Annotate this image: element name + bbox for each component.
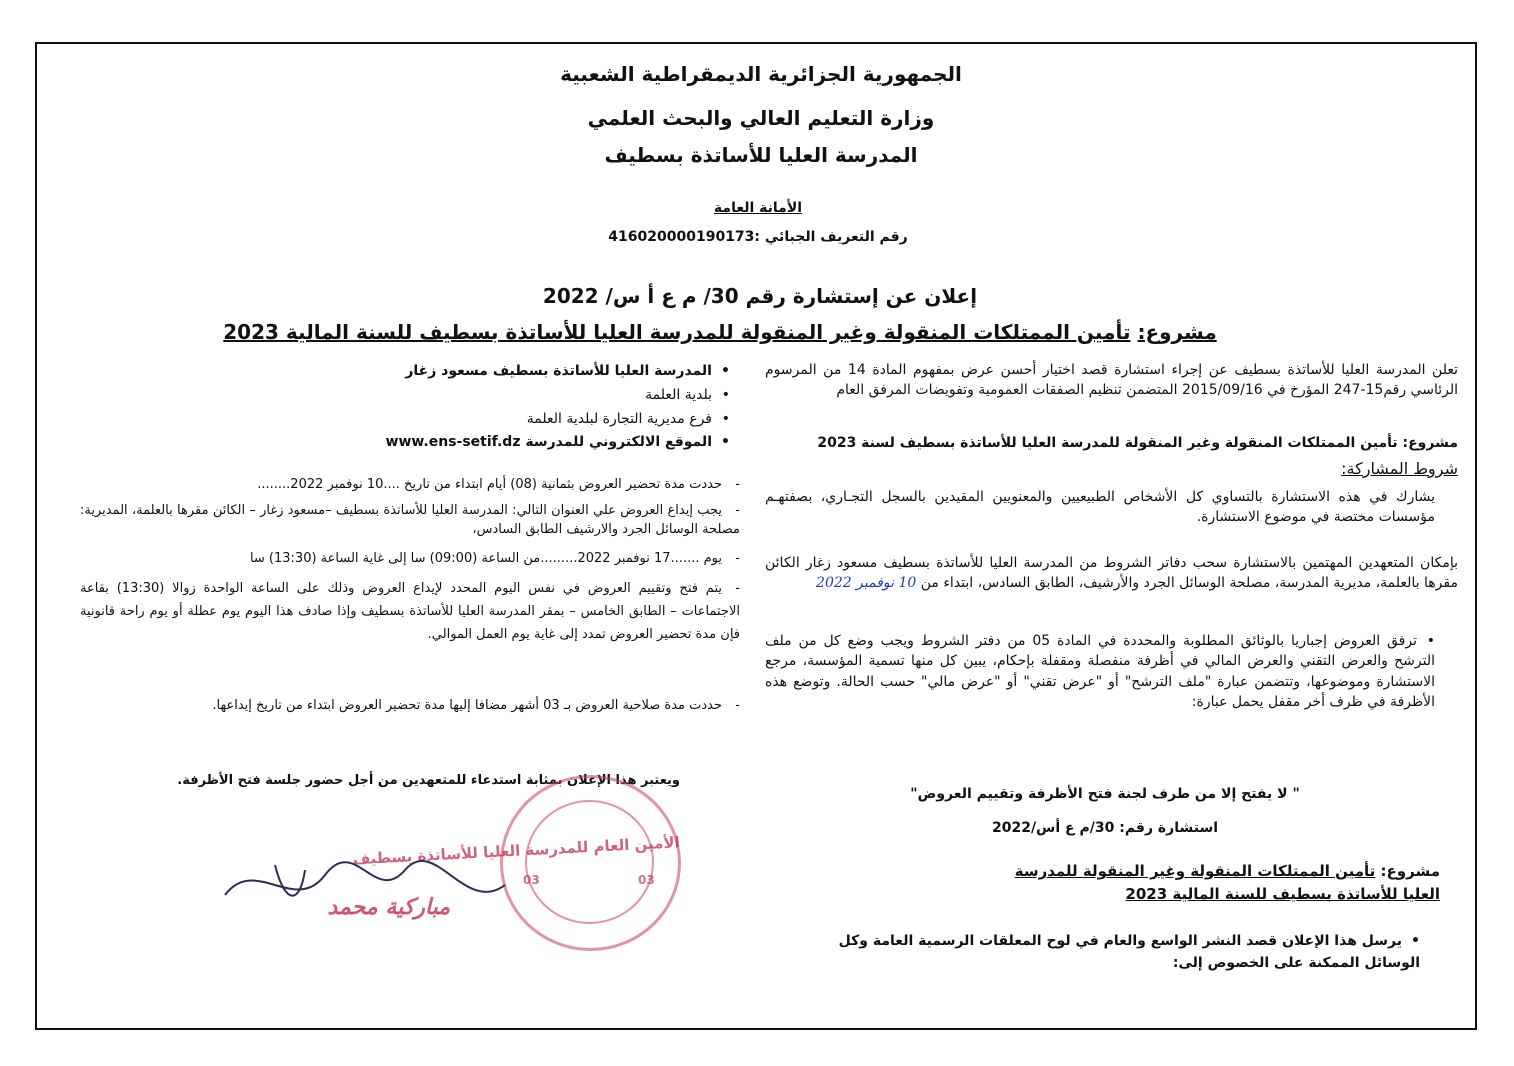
conditions-paragraph: يشارك في هذه الاستشارة بالتساوي كل الأشخاص الطبيعيين والمعنويين المقيدين بالسجل التجـاري، بصفتهـم مؤسسات مختصة في موضوع الاستشارة. xyxy=(765,489,1435,526)
project-title-text: تأمين الممتلكات المنقولة وغير المنقولة للمدرسة العليا للأساتذة بسطيف للسنة المالية 2023 xyxy=(223,320,1131,344)
deadline-paragraph xyxy=(80,476,740,495)
opening-paragraph xyxy=(80,578,740,646)
recipient-item: • المدرسة العليا للأساتذة بسطيف مسعود زغار xyxy=(330,360,730,384)
stamp-number-right: 03 xyxy=(638,873,655,887)
announcement-title: إعلان عن إستشارة رقم 30/ م ع أ س/ 2022 xyxy=(542,284,978,308)
header-tax-id: رقم التعريف الجبائي :416020000190173 xyxy=(608,229,908,245)
recipient-item: • بلدية العلمة xyxy=(330,384,730,408)
signature-scribble xyxy=(205,835,565,945)
deposit-paragraph xyxy=(80,502,740,540)
header-republic: الجمهورية الجزائرية الديمقراطية الشعبية xyxy=(560,62,962,86)
header-ministry: وزارة التعليم العالي والبحث العلمي xyxy=(587,106,935,130)
final-note: ويعتبر هذا الإعلان بمثابة استدعاء للمتعهدين من أجل حضور جلسة فتح الأظرفة. xyxy=(177,773,680,788)
withdraw-text: بإمكان المتعهدين المهتمين بالاستشارة سحب دفاتر الشروط من المدرسة العليا للأساتذة بسطيف مسعود زغار الكائن مقرها بالعلمة، مديرية المدرسة، مصلحة الوسائل الجرد والأرشيف، الطابق السادس، ابتداء من xyxy=(765,555,1458,592)
withdraw-date: 10 نوفمبر 2022 xyxy=(816,575,917,592)
withdraw-paragraph xyxy=(765,553,1458,594)
signature-name: مباركية محمد xyxy=(327,895,450,920)
publish-bullet xyxy=(800,930,1420,975)
consultation-ref: استشارة رقم: 30/م ع أس/2022 xyxy=(991,820,1219,836)
right-project-line: مشروع: تأمين الممتلكات المنقولة وغير المنقولة للمدرسة العليا للأساتذة بسطيف لسنة 2023 xyxy=(817,435,1458,451)
recipients-list xyxy=(330,360,730,455)
conditions-title-text: شروط المشاركة: xyxy=(1341,459,1458,478)
project-title xyxy=(160,320,1280,344)
envelope-quote: " لا يفتح إلا من طرف لجنة فتح الأظرفة وتقييم العروض" xyxy=(910,786,1300,802)
stamp-secretary-text: الأمين العام للمدرسة العليا للأساتذة بسطيف xyxy=(352,833,681,869)
project-repeat-label: مشروع: xyxy=(1380,862,1440,880)
intro-paragraph: تعلن المدرسة العليا للأساتذة بسطيف عن إجراء استشارة قصد اختيار أحسن عرض بمفهوم المادة 14 من المرسوم الرئاسي رقم15-247 المؤرخ في 2015/09/16 المتضمن تنظيم الصفقات العمومية وتفويضات المرفق العام xyxy=(765,362,1458,399)
stamp-number: 03 xyxy=(523,873,540,887)
envelope-bullet xyxy=(765,631,1435,712)
project-repeat-text: تأمين الممتلكات المنقولة وغير المنقولة للمدرسة العليا للأساتذة بسطيف للسنة المالية 2023 xyxy=(1014,862,1440,903)
recipient-item: • فرع مديرية التجارة لبلدية العلمة xyxy=(330,408,730,432)
deposit-date-paragraph xyxy=(80,550,740,569)
header-dept: الأمانة العامة xyxy=(713,200,803,216)
envelope-bullet-text: • ترفق العروض إجباريا بالوثائق المطلوبة والمحددة في المادة 05 من دفتر الشروط ويجب وضع كل من ملف الترشح والعرض التقني والعرض المالي في أظرفة منفصلة ومقفلة بإحكام، يبين كل منها تسمية المؤسسة، مرجع الاستشارة وموضوعها، وتتضمن عبارة "ملف الترشح" أو "عرض تقني" أو "عرض مالي" حسب الحالة. وتوضع هذه الأظرفة في ظرف أخر مقفل يحمل عبارة: xyxy=(765,633,1435,710)
project-repeat xyxy=(1010,860,1440,905)
validity-paragraph xyxy=(80,697,740,716)
project-title-label: مشروع: xyxy=(1137,320,1217,344)
recipient-item: • الموقع الالكتروني للمدرسة www.ens-setif.dz xyxy=(330,431,730,455)
deposit-text: - يجب إيداع العروض علي العنوان التالي: المدرسة العليا للأساتذة بسطيف –مسعود زغار – الكائن مقرها بالعلمة، المديرية: مصلحة الوسائل الجرد والارشيف الطابق السادس، xyxy=(80,503,740,537)
publish-bullet-text: • يرسل هذا الإعلان قصد النشر الواسع والعام في لوح المعلقات الرسمية العامة وكل الوسائل الممكنة على الخصوص إلى: xyxy=(839,933,1420,971)
deposit-date-text: - يوم .......17 نوفمبر 2022.........من الساعة (09:00) سا إلى غاية الساعة (13:30) سا xyxy=(250,551,740,566)
conditions-title xyxy=(1200,457,1458,480)
opening-text: - يتم فتح وتقييم العروض في نفس اليوم المحدد لإيداع العروض وذلك على الساعة الواحدة زوالا (13:30) بقاعة الاجتماعات – الطابق الخامس – بمقر المدرسة العليا للأساتذة بسطيف وإذا صادف هذا اليوم يوم عطلة أو يوم راحة قانونية فإن مدة تحضير العروض تمدد إلى غاية يوم العمل الموالي. xyxy=(80,581,740,642)
deadline-text: - حددت مدة تحضير العروض بثمانية (08) أيام ابتداء من تاريخ ....10 نوفمبر 2022........ xyxy=(257,477,740,492)
header-school: المدرسة العليا للأساتذة بسطيف xyxy=(604,143,918,167)
validity-text: - حددت مدة صلاحية العروض بـ 03 أشهر مضافا إليها مدة تحضير العروض ابتداء من تاريخ إيداعها. xyxy=(212,698,740,713)
